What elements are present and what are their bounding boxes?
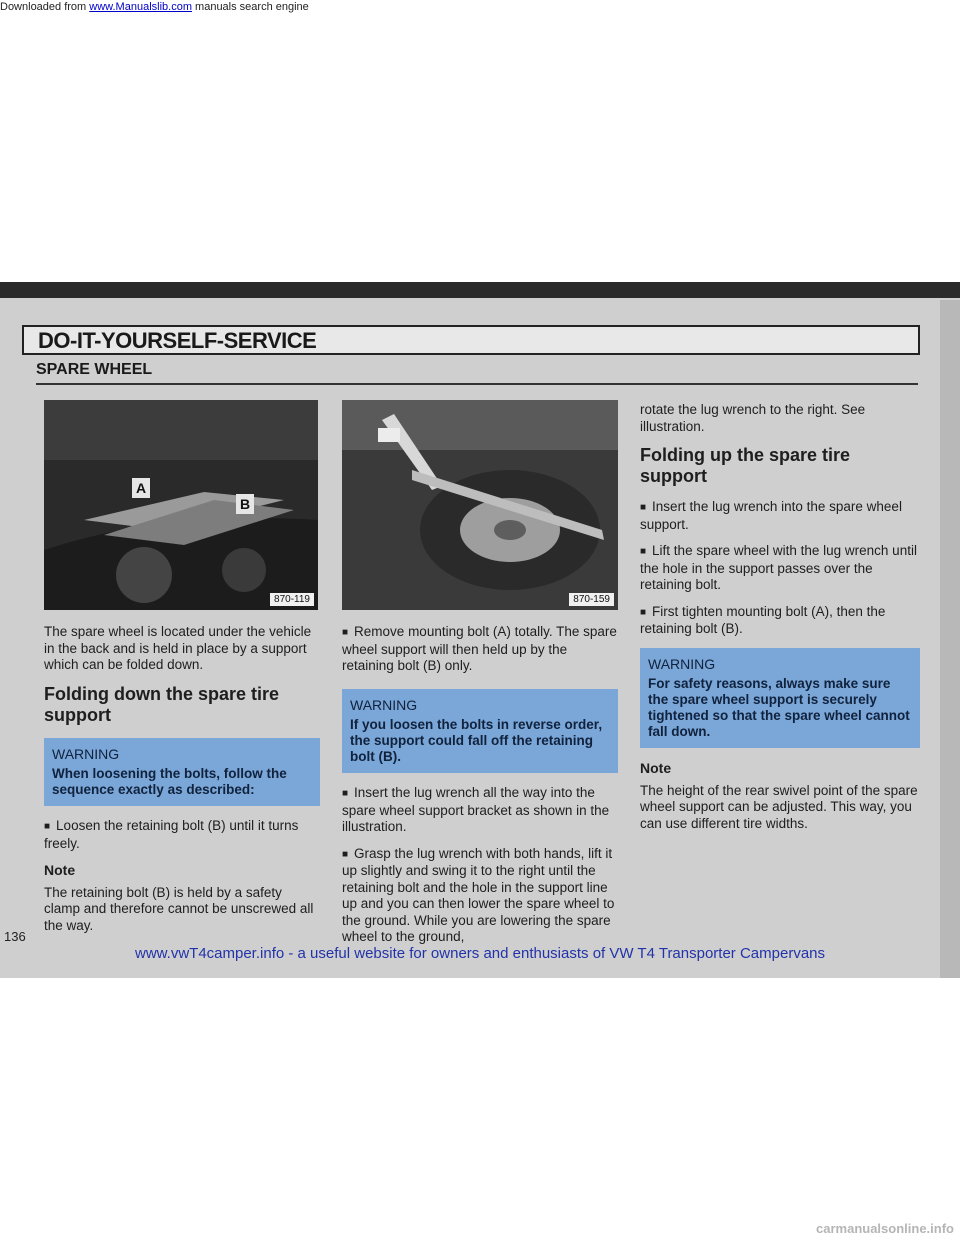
page-number: 136: [4, 929, 26, 944]
folding-up-heading: Folding up the spare tire support: [640, 445, 851, 486]
warning-body-3: For safety reasons, always make sure the spare wheel support is securely tightened so that the spare wheel cannot fall down.: [648, 676, 910, 739]
section-title: SPARE WHEEL: [36, 361, 153, 378]
step-insert-wrench: ■ Insert the lug wrench all the way into the spare wheel support bracket as shown in the illustration.: [342, 785, 618, 836]
step-remove: ■ Remove mounting bolt (A) totally. The spare wheel support will then held up by the retaining bolt (B) only.: [342, 624, 618, 675]
photo-code-left: 870-119: [270, 593, 314, 606]
download-source-bar: [0, 0, 960, 14]
warning-title-3: WARNING: [648, 655, 716, 672]
next-page-edge: [940, 300, 960, 978]
page-top-edge: [0, 282, 960, 298]
bolts-illustration: [44, 400, 318, 610]
watermark: carmanualsonline.info: [816, 1221, 954, 1236]
label-b: B: [240, 496, 251, 512]
warning-title-1: WARNING: [52, 745, 120, 762]
intro-text: The spare wheel is located under the vehicle in the back and is held in place by a support which can be folded down.: [44, 624, 312, 672]
warning-box-1: [44, 738, 320, 807]
photo-code-middle: 870-159: [569, 593, 614, 606]
step-loosen: ■ Loosen the retaining bolt (B) until it turns freely.: [44, 818, 320, 852]
note-body-1: The retaining bolt (B) is held by a safety clamp and therefore cannot be unscrewed all the way.: [44, 884, 314, 933]
spare-wheel-wrench-photo: [342, 400, 618, 610]
download-suffix: manuals search engine: [191, 1, 309, 13]
column-3: [640, 402, 920, 842]
wrench-illustration: [342, 400, 618, 610]
chapter-header: [22, 325, 920, 355]
note-body-2: The height of the rear swivel point of the spare wheel support can be adjusted. This way, you can use different tire widths.: [640, 782, 918, 831]
spare-wheel-bolts-photo: [44, 400, 318, 610]
warning-title-2: WARNING: [350, 696, 418, 713]
step-insert-support: ■ Insert the lug wrench into the spare wheel support.: [640, 499, 920, 533]
continued-text: rotate the lug wrench to the right. See illustration.: [640, 402, 866, 434]
download-prefix: Downloaded from: [0, 1, 90, 13]
manualslib-link[interactable]: www.Manualslib.com: [89, 1, 192, 13]
section-rule: [36, 383, 918, 385]
step-lift-wheel: ■ Lift the spare wheel with the lug wrench until the hole in the support passes over the retaining bolt.: [640, 543, 920, 594]
chapter-title: DO-IT-YOURSELF-SERVICE: [38, 328, 317, 353]
warning-box-3: [640, 648, 920, 749]
label-a: A: [136, 480, 147, 496]
column-2: [342, 624, 618, 956]
note-title-1: Note: [44, 862, 76, 878]
step-grasp-wrench: ■ Grasp the lug wrench with both hands, lift it up slightly and swing it to the right until the retaining bolt and the hole in the support line up and you can then lower the spare wheel to the ground. While you are lowering the spare wheel to the ground,: [342, 846, 618, 946]
warning-body-1: When loosening the bolts, follow the sequence exactly as described:: [52, 766, 287, 797]
folding-down-heading: Folding down the spare tire support: [44, 683, 280, 725]
column-1: [44, 624, 320, 944]
vwt4camper-link[interactable]: www.vwT4camper.info - a useful website for owners and enthusiasts of VW T4 Transporter Campervans: [134, 945, 826, 962]
step-tighten: ■ First tighten mounting bolt (A), then the retaining bolt (B).: [640, 604, 920, 638]
warning-body-2: If you loosen the bolts in reverse order, the support could fall off the retaining bolt (B).: [350, 717, 603, 764]
note-title-2: Note: [640, 760, 672, 776]
warning-box-2: [342, 689, 618, 774]
